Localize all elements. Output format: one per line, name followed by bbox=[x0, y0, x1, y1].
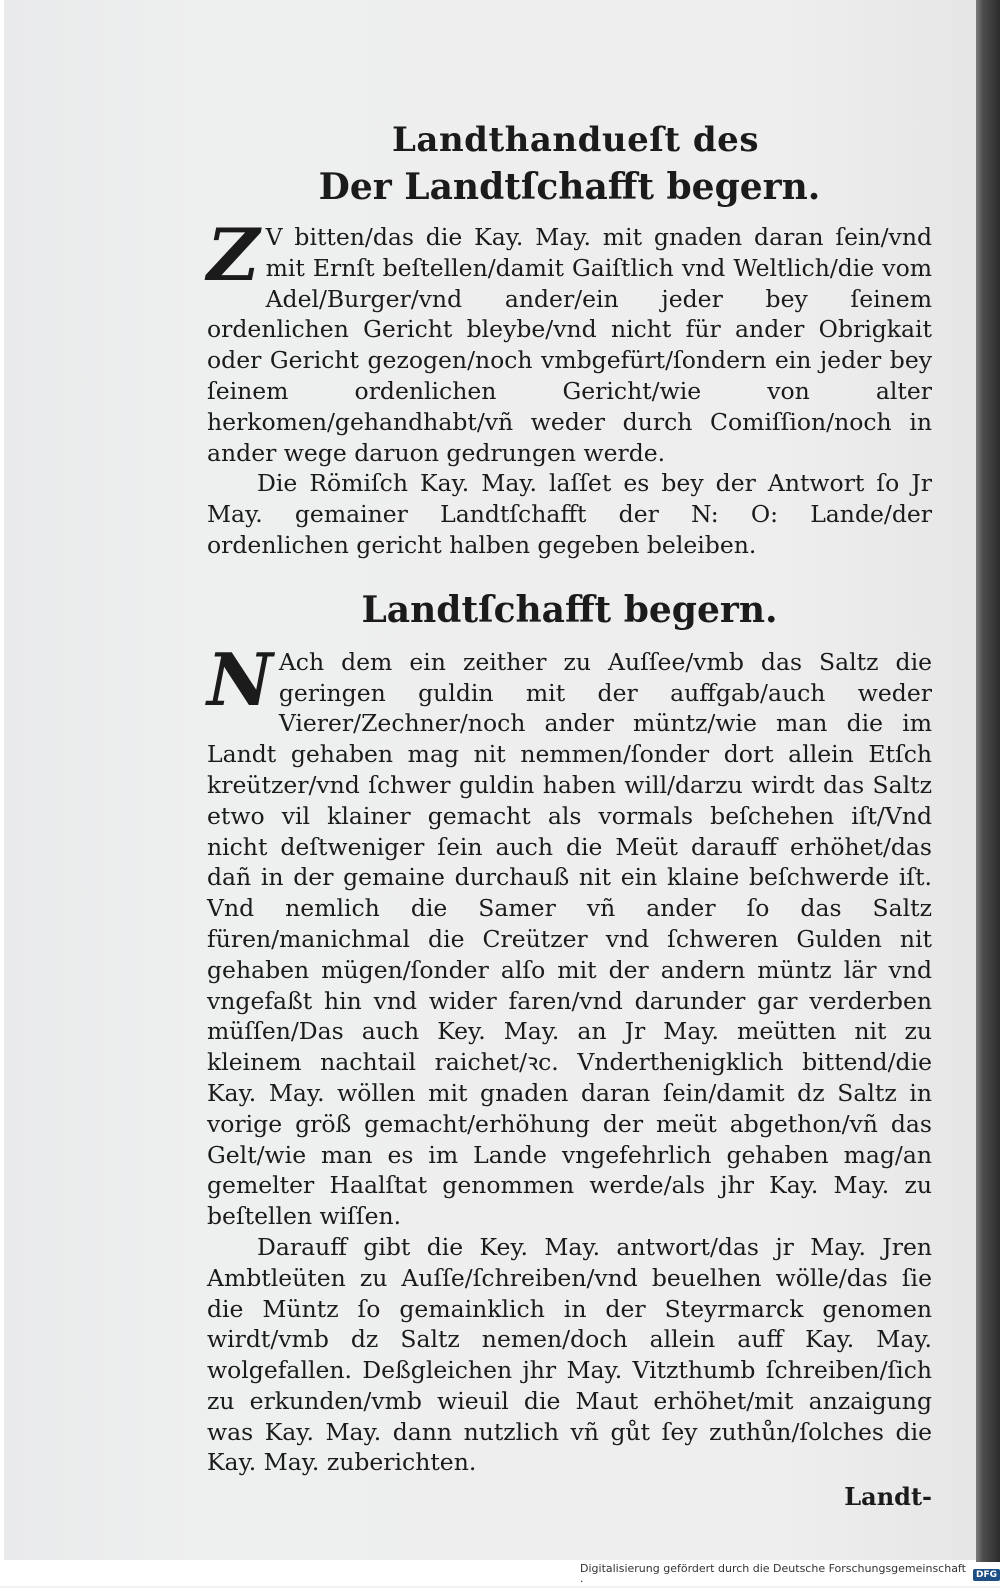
dfg-logo-icon: DFG bbox=[973, 1569, 1000, 1581]
request-text-1: V bitten/das die Kay. May. mit gnaden daran ſein/vnd mit Ernſt beſtellen/damit Gaiſtlich vnd Weltlich/die vom Adel/Burger/vnd ander/ein jeder bey ſeinem ordenlichen Gericht bleybe/vnd nicht für ander Obrigkait oder Gericht gezogen/noch vmbgefürt/ſondern ein jeder bey ſeinem ordenlichen Gericht/wie von alter herkomen/gehandhabt/vñ weder durch Comiſſion/noch in ander wege daruon gedrungen werde. bbox=[207, 223, 932, 467]
digitization-footer bbox=[580, 1562, 1000, 1588]
answer-paragraph-1: Die Römiſch Kay. May. laſſet es bey der Antwort ſo Jr May. gemainer Landtſchafft der N: O: Lande/der ordenlichen gericht halben gegeben beleiben. bbox=[207, 469, 932, 559]
running-head: Landthandueſt des bbox=[392, 120, 759, 160]
section-heading-1: Der Landtſchafft begern. bbox=[318, 166, 821, 208]
page-edge bbox=[976, 0, 1000, 1562]
catchword: Landt- bbox=[844, 1482, 932, 1512]
request-paragraph-2 bbox=[207, 636, 932, 1232]
answer-paragraph-2: Darauff gibt die Key. May. antwort/das jr May. Jren Ambtleüten zu Auſſe/ſchreiben/vnd beuelhen wölle/das ſie die Müntz ſo gemainklich in der Steyrmarck genomen wirdt/vmb dz Saltz nemen/doch allein auff Kay. May. wolgefallen. Deßgleichen jhr May. Vitzthumb ſchreiben/ſich zu erkunden/vmb wieuil die Maut erhöhet/mit anzaigung was Kay. May. dann nutzlich vñ gůt ſey zuthůn/ſolches die Kay. May. zuberichten. bbox=[207, 1232, 932, 1477]
section-heading-2: Landtſchafft begern. bbox=[361, 588, 778, 631]
drop-cap-1: Z bbox=[207, 212, 260, 297]
drop-cap-2: N bbox=[207, 636, 273, 722]
request-text-2: Ach dem ein zeither zu Auſſee/vmb das Saltz die geringen guldin mit der auffgab/auch weder Vierer/Zechner/noch ander müntz/wie man die im Landt gehaben mag nit nemmen/ſonder dort allein Etſch kreützer/vnd ſchwer guldin haben will/darzu wirdt das Saltz etwo vil klainer gemacht als vormals beſchehen iſt/Vnd nicht deſtweniger ſein auch die Meüt darauff erhöhet/das dañ in der gemaine durchauß nit ein klaine beſchwerde iſt. Vnd nemlich die Samer vñ ander ſo das Saltz füren/manichmal die Creützer vnd ſchweren Gulden nit gehaben mügen/ſonder alſo mit der andern müntz lär vnd vngefaßt hin vnd wider faren/vnd darunder gar verderben müſſen/Das auch Key. May. an Jr May. meütten nit zu kleinem nachtail raichet/ꝛc. Vnderthenigklich bittend/die Kay. May. wöllen mit gnaden daran ſein/damit dz Saltz in vorige größ gemacht/erhöhung der meüt abgethon/vñ das Gelt/wie man es im Lande vngefehrlich gehaben mag/an gemelter Haalſtat genommen werde/als jhr Kay. May. zu beſtellen wiſſen. bbox=[207, 647, 932, 1231]
request-paragraph-1 bbox=[207, 212, 932, 468]
footer-credit: Digitalisierung gefördert durch die Deutsche Forschungsgemeinschaft · bbox=[580, 1562, 966, 1588]
page-text bbox=[207, 120, 932, 1511]
